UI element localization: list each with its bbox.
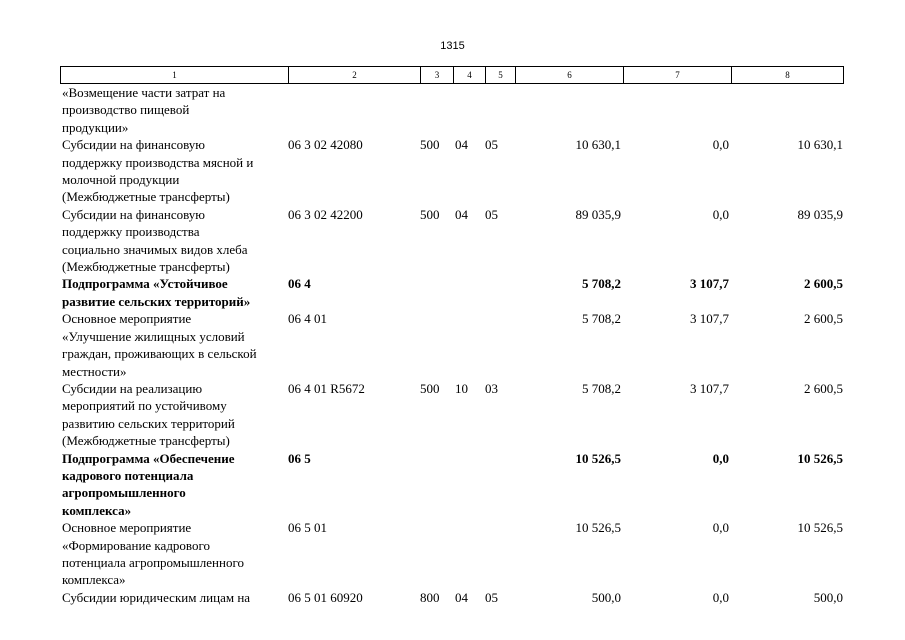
amount-col6: 5 708,2 (582, 276, 621, 292)
column-header-2: 2 (289, 67, 421, 84)
description-line: «Улучшение жилищных условий (62, 328, 245, 344)
row-description (62, 310, 288, 380)
column-header-row (61, 67, 844, 84)
row-description (62, 136, 288, 206)
row-description (62, 380, 288, 450)
description-line: поддержку производства (62, 224, 200, 240)
expense-type-code: 500 (420, 380, 440, 396)
amount-col7: 0,0 (712, 450, 729, 466)
program-code: 06 4 (288, 276, 311, 292)
table-row (60, 380, 843, 450)
column-header-8: 8 (732, 67, 844, 84)
column-header-table (60, 66, 844, 84)
table-row (60, 310, 843, 380)
amount-col8: 89 035,9 (797, 206, 843, 222)
column-header-1: 1 (61, 67, 289, 84)
amount-col8: 500,0 (813, 589, 843, 605)
program-code: 06 5 (288, 450, 311, 466)
program-code: 06 4 01 (288, 311, 327, 327)
description-line: социально значимых видов хлеба (62, 241, 248, 257)
amount-col6: 10 526,5 (575, 450, 621, 466)
description-line: продукции» (62, 119, 129, 135)
amount-col7: 0,0 (712, 589, 729, 605)
program-code: 06 3 02 42200 (288, 206, 363, 222)
program-code: 06 5 01 60920 (288, 589, 363, 605)
description-line: комплекса» (62, 502, 132, 518)
description-line: (Межбюджетные трансферты) (62, 433, 230, 449)
description-line: производство пищевой (62, 102, 190, 118)
program-code: 06 3 02 42080 (288, 137, 363, 153)
row-description (62, 84, 288, 136)
amount-col6: 10 630,1 (575, 137, 621, 153)
amount-col6: 5 708,2 (582, 380, 621, 396)
amount-col8: 2 600,5 (804, 380, 843, 396)
program-code: 06 5 01 (288, 520, 327, 536)
description-line: «Возмещение части затрат на (62, 85, 226, 100)
subsection-code: 03 (485, 380, 498, 396)
description-line: местности» (62, 363, 127, 379)
table-row (60, 450, 843, 520)
subsection-code: 05 (485, 206, 498, 222)
page-number: 1315 (440, 40, 465, 52)
amount-col8: 2 600,5 (804, 276, 843, 292)
description-line: кадрового потенциала (62, 467, 194, 483)
amount-col7: 3 107,7 (690, 276, 729, 292)
row-description (62, 450, 288, 520)
table-row (60, 275, 843, 310)
section-code: 04 (455, 589, 468, 605)
description-line: развитию сельских территорий (62, 415, 235, 431)
amount-col6: 89 035,9 (575, 206, 621, 222)
column-header-3: 3 (421, 67, 454, 84)
amount-col8: 10 630,1 (797, 137, 843, 153)
table-row (60, 519, 843, 589)
description-line: граждан, проживающих в сельской (62, 346, 257, 362)
column-header-6: 6 (516, 67, 624, 84)
description-line: Субсидии на финансовую (62, 137, 206, 153)
row-description (62, 206, 288, 276)
description-line: молочной продукции (62, 172, 180, 188)
amount-col7: 0,0 (712, 520, 729, 536)
program-code: 06 4 01 R5672 (288, 380, 365, 396)
amount-col6: 10 526,5 (575, 520, 621, 536)
description-line: развитие сельских территорий» (62, 293, 251, 309)
description-line: поддержку производства мясной и (62, 154, 254, 170)
budget-table-body (60, 84, 843, 606)
amount-col8: 10 526,5 (797, 520, 843, 536)
column-header-5: 5 (486, 67, 516, 84)
amount-col6: 5 708,2 (582, 311, 621, 327)
amount-col6: 500,0 (591, 589, 621, 605)
row-description (62, 519, 288, 589)
section-code: 04 (455, 137, 468, 153)
description-line: Подпрограмма «Устойчивое (62, 276, 228, 292)
description-line: комплекса» (62, 572, 126, 588)
table-row (60, 136, 843, 206)
description-line: потенциала агропромышленного (62, 554, 244, 570)
table-row (60, 84, 843, 136)
subsection-code: 05 (485, 137, 498, 153)
description-line: (Межбюджетные трансферты) (62, 259, 230, 275)
table-row (60, 589, 843, 606)
description-line: Подпрограмма «Обеспечение (62, 450, 235, 466)
description-line: агропромышленного (62, 485, 186, 501)
description-line: «Формирование кадрового (62, 537, 210, 553)
description-line: Основное мероприятие (62, 520, 192, 536)
expense-type-code: 500 (420, 206, 440, 222)
description-line: Основное мероприятие (62, 311, 192, 327)
table-row (60, 206, 843, 276)
amount-col8: 10 526,5 (797, 450, 843, 466)
subsection-code: 05 (485, 589, 498, 605)
section-code: 04 (455, 206, 468, 222)
amount-col7: 0,0 (712, 137, 729, 153)
description-line: Субсидии на реализацию (62, 380, 203, 396)
column-header-7: 7 (624, 67, 732, 84)
amount-col7: 3 107,7 (690, 380, 729, 396)
row-description (62, 275, 288, 310)
amount-col7: 3 107,7 (690, 311, 729, 327)
description-line: Субсидии на финансовую (62, 206, 206, 222)
expense-type-code: 500 (420, 137, 440, 153)
description-line: мероприятий по устойчивому (62, 398, 227, 414)
amount-col8: 2 600,5 (804, 311, 843, 327)
expense-type-code: 800 (420, 589, 440, 605)
section-code: 10 (455, 380, 468, 396)
amount-col7: 0,0 (712, 206, 729, 222)
row-description (62, 589, 288, 606)
description-line: (Межбюджетные трансферты) (62, 189, 230, 205)
description-line: Субсидии юридическим лицам на (62, 589, 251, 605)
column-header-4: 4 (454, 67, 486, 84)
